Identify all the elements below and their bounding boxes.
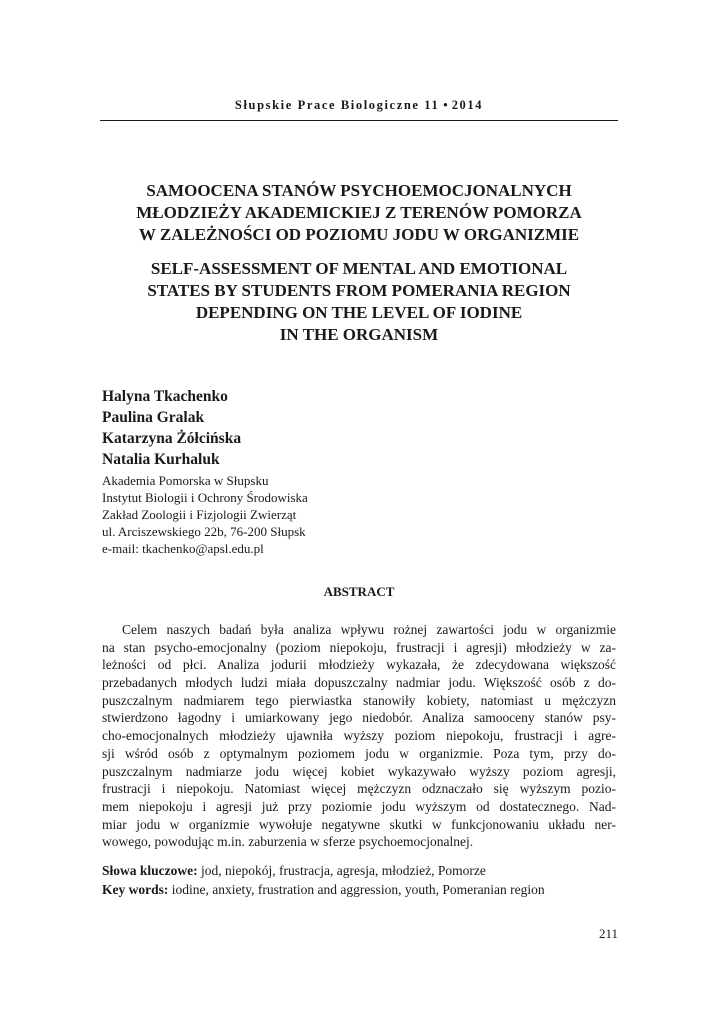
header-rule <box>100 120 618 121</box>
journal-year: 2014 <box>451 98 484 112</box>
abstract-line: wowego, powodując m.in. zaburzenia w sferze psychoemocjonalnej. <box>102 834 474 850</box>
affiliation-line: Akademia Pomorska w Słupsku <box>102 473 269 488</box>
keywords-label: Key words: <box>102 882 169 897</box>
title-english <box>100 258 618 346</box>
title-line: SAMOOCENA STANÓW PSYCHOEMOCJONALNYCH <box>146 181 572 200</box>
affiliation <box>102 472 308 557</box>
title-line: IN THE ORGANISM <box>279 325 439 344</box>
title-line: W ZALEŻNOŚCI OD POZIOMU JODU W ORGANIZMIE <box>138 225 580 244</box>
author-name: Katarzyna Żółcińska <box>102 430 242 447</box>
abstract-line: stwierdzono łagodny i umiarkowany jego niedobór. Analiza samooceny stanów psy- <box>102 710 616 726</box>
abstract-line: sji wśród osób z optymalnym poziomem jodu w organizmie. Poza tym, przy do- <box>102 745 616 761</box>
title-line: MŁODZIEŻY AKADEMICKIEJ Z TERENÓW POMORZA <box>136 203 582 222</box>
abstract-line: cho-emocjonalnych młodzieży ujawniła wyższy poziom niepokoju, frustracji i agre- <box>102 728 616 744</box>
keywords-text: jod, niepokój, frustracja, agresja, młodzież, Pomorze <box>197 863 486 878</box>
affiliation-email: e-mail: tkachenko@apsl.edu.pl <box>102 541 264 556</box>
abstract-line: frustracji i niepokoju. Natomiast więcej mężczyzn odznaczało się wyższym pozio- <box>102 781 616 797</box>
affiliation-line: ul. Arciszewskiego 22b, 76-200 Słupsk <box>102 524 306 539</box>
keywords-polish <box>102 861 545 880</box>
title-line: SELF-ASSESSMENT OF MENTAL AND EMOTIONAL <box>150 259 568 278</box>
keywords-english <box>102 880 545 899</box>
keywords-block <box>102 861 545 899</box>
page-number: 211 <box>598 926 618 941</box>
affiliation-line: Zakład Zoologii i Fizjologii Zwierząt <box>102 507 297 522</box>
abstract-line: puszczalnym nadmiarem tego pierwiastka stanowiły kobiety, natomiast u mężczyzn <box>102 692 616 708</box>
keywords-label: Słowa kluczowe: <box>102 863 198 878</box>
bullet-separator: • <box>443 98 448 112</box>
abstract-line: miar jodu w organizmie wywołuje negatywne skutki w funkcjonowaniu układu ner- <box>102 816 616 832</box>
abstract-line: przebadanych młodych ludzi miała dopuszczalny nadmiar jodu. Większość osób z do- <box>102 675 616 691</box>
author-list <box>102 386 241 470</box>
title-polish <box>100 180 618 246</box>
abstract-line: leżności od płci. Analiza jodurii młodzieży wykazała, że zdecydowana większość <box>102 657 616 673</box>
keywords-text: iodine, anxiety, frustration and aggression, youth, Pomeranian region <box>168 882 545 897</box>
author-name: Natalia Kurhaluk <box>102 451 220 468</box>
journal-name: Słupskie Prace Biologiczne 11 <box>234 98 440 112</box>
author-name: Halyna Tkachenko <box>102 388 228 405</box>
title-line: DEPENDING ON THE LEVEL OF IODINE <box>195 303 523 322</box>
abstract-heading: ABSTRACT <box>323 584 395 599</box>
author-name: Paulina Gralak <box>102 409 205 426</box>
abstract-line: mem niepokoju i agresji już przy poziomie jodu wyższym od dostatecznego. Nad- <box>102 798 616 814</box>
abstract-line: na stan psycho-emocjonalny (poziom niepokoju, frustracji i agresji) młodzieży w za- <box>102 639 616 655</box>
abstract-line: puszczalnym nadmiarze jodu więcej kobiet wykazywało wyższy poziom agresji, <box>102 763 616 779</box>
abstract-line: Celem naszych badań była analiza wpływu rożnej zawartości jodu w organizmie <box>122 622 616 637</box>
abstract-body <box>102 621 616 851</box>
running-header <box>100 98 618 113</box>
title-line: STATES BY STUDENTS FROM POMERANIA REGION <box>147 281 571 300</box>
affiliation-line: Instytut Biologii i Ochrony Środowiska <box>102 490 308 505</box>
